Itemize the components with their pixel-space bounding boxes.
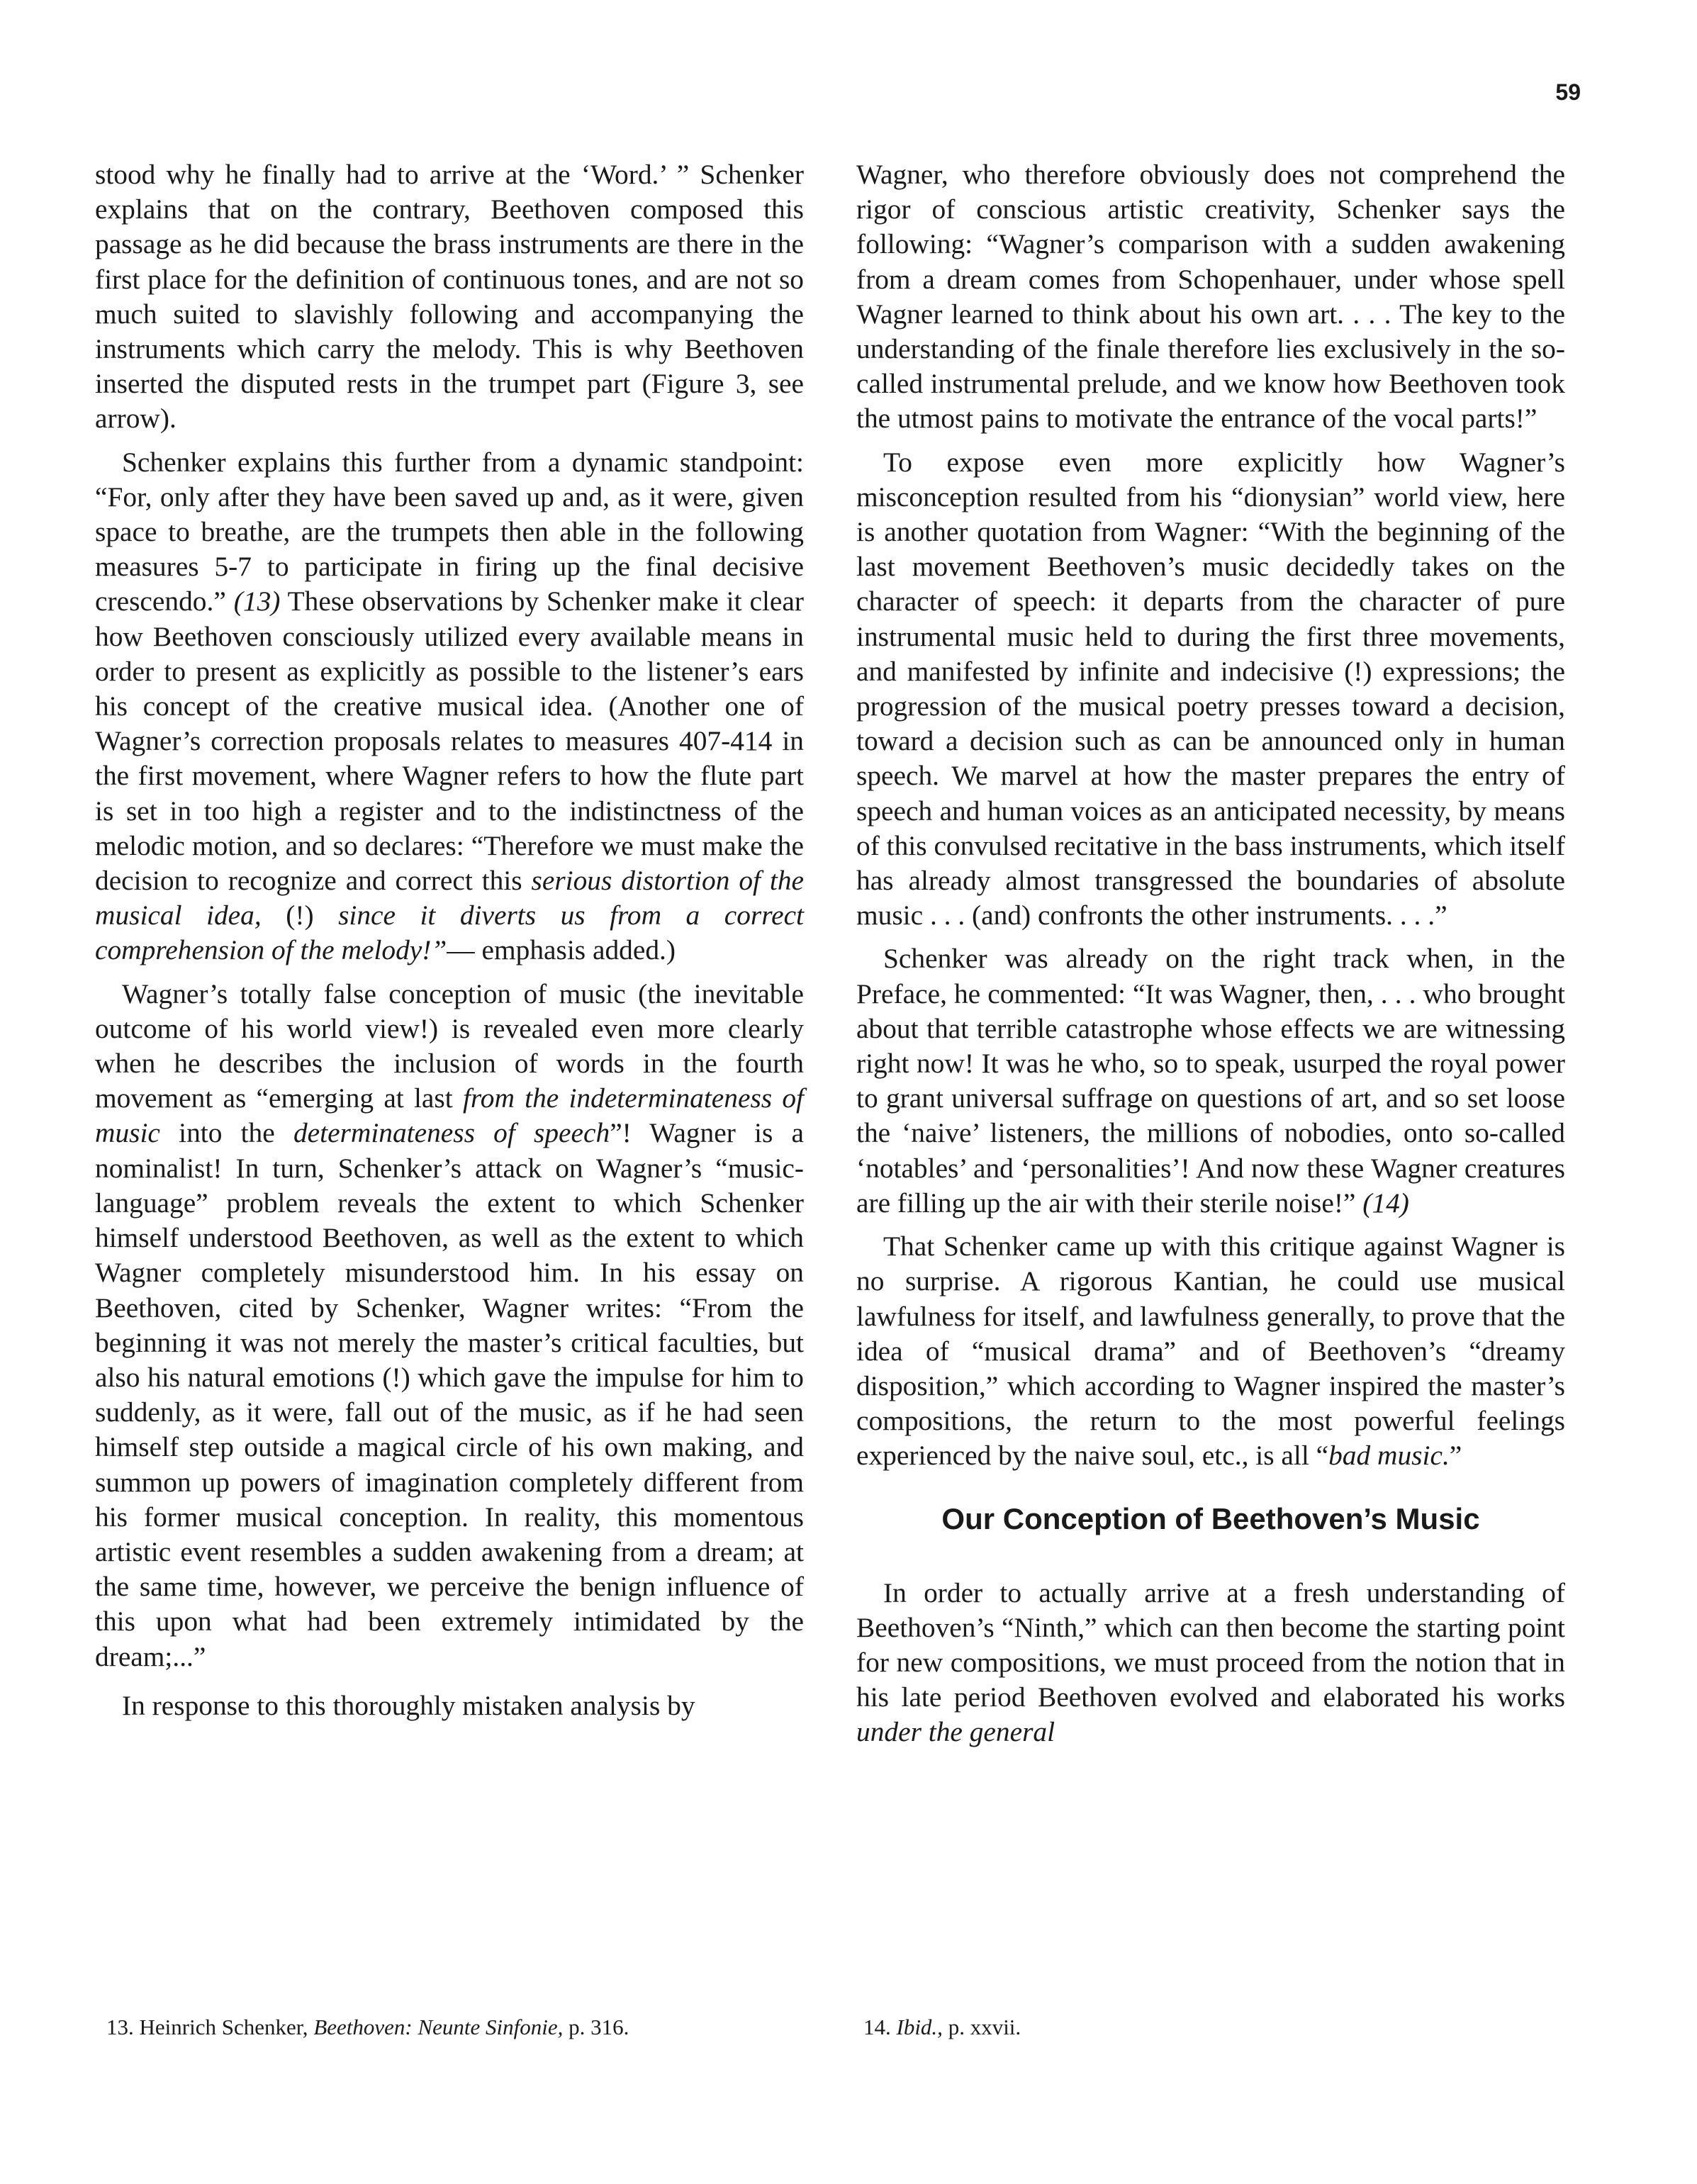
paragraph-text: ”! Wagner is a nominalist! In turn, Schenker’s attack on Wagner’s “music-language” problem reveals the extent to which Schenker himself understood Beethoven, as well as the extent to which Wagner completely misunderstood him. In his essay on Beethoven, cited by Schenker, Wagner writes: “From the beginning it was not merely the master’s critical faculties, but also his natural emotions (!) which gave the impulse for him to suddenly, as it were, fall out of the music, as if he had seen himself step outside a magical circle of his own making, and summon up powers of imagination completely different from his former musical conception. In reality, this momentous artistic event resembles a sudden awakening from a dream; at the same time, however, we perceive the benign influence of this upon what had been extremely intimidated by the dream;...”	[95, 1117, 804, 1672]
footnote-13	[106, 2013, 629, 2042]
footnote-14	[863, 2013, 1021, 2042]
citation-marker: (13)	[233, 586, 281, 617]
paragraph	[856, 941, 1565, 1221]
paragraph-text: Wagner, who therefore obviously does not comprehend the rigor of conscious artistic creativity, Schenker says the following: “Wagner’s comparison with a sudden awakening from a dream comes from Schopenhauer, under whose spell Wagner learned to think about his own art. . . . The key to the understanding of the finale therefore lies exclusively in the so-called instrumental prelude, and we know how Beethoven took the utmost pains to motivate the entrance of the vocal parts!”	[856, 159, 1565, 435]
paragraph-text: To expose even more explicitly how Wagner’s misconception resulted from his “dionysian” world view, here is another quotation from Wagner: “With the beginning of the last movement Beethoven’s music decidedly takes on the character of speech: it departs from the character of pure instrumental music held to during the first three movements, and manifested by infinite and indecisive (!) expressions; the progression of the musical poetry presses toward a decision, toward a decision such as can be announced only in human speech. We marvel at how the master prepares the entry of speech and human voices as an anticipated necessity, by means of this convulsed recitative in the bass instruments, which itself has already almost transgressed the boundaries of absolute music . . . (and) confronts the other instruments. . . .”	[856, 446, 1565, 931]
paragraph	[95, 157, 804, 437]
emphasized-text: bad music.	[1328, 1440, 1450, 1472]
paragraph	[856, 157, 1565, 437]
paragraph-text: into the	[179, 1117, 275, 1149]
right-column	[856, 157, 1565, 1759]
paragraph	[95, 1689, 804, 1723]
citation-marker: (14)	[1362, 1187, 1409, 1219]
paragraph-text: Wagner’s totally false conception of music (the inevitable outcome of his world view!) is revealed even more clearly when he describes the inclusion of words in the fourth movement as “emerging at last	[95, 978, 804, 1114]
paragraph-text: In order to actually arrive at a fresh understanding of Beethoven’s “Ninth,” which can then become the starting point for new compositions, we must proceed from the notion that in his late period Beethoven evolved and elaborated his works	[856, 1577, 1565, 1713]
paragraph-text: — emphasis added.)	[447, 934, 676, 966]
paragraph	[95, 445, 804, 968]
emphasized-text: determinateness of speech	[293, 1117, 610, 1149]
emphasized-text: under the general	[856, 1716, 1055, 1748]
emphasized-text: serious distortion of the musical idea,	[95, 865, 804, 931]
paragraph-text: ”	[1449, 1440, 1462, 1472]
left-column	[95, 157, 804, 1732]
emphasized-text: since it diverts us from a correct comprehension of the melody!”	[95, 900, 804, 966]
paragraph-text: Schenker was already on the right track when, in the Preface, he commented: “It was Wagner, then, . . . who brought about that terrible catastrophe whose effects we are witnessing right now! It was he who, so to speak, usurped the royal power to grant universal suffrage on questions of art, and so set loose the ‘naive’ listeners, the millions of nobodies, onto so-called ‘notables’ and ‘personalities’! And now these Wagner creatures are filling up the air with their sterile noise!”	[856, 943, 1565, 1219]
paragraph-text: (!)	[286, 900, 314, 931]
paragraph	[856, 445, 1565, 934]
paragraph	[95, 977, 804, 1674]
section-heading: Our Conception of Beethoven’s Music	[941, 1501, 1480, 1535]
paragraph-text: In response to this thoroughly mistaken analysis by	[122, 1689, 695, 1721]
emphasized-text: from the indeterminateness of music	[95, 1082, 804, 1149]
paragraph-text: Schenker explains this further from a dynamic standpoint: “For, only after they have been saved up and, as it were, given space to breathe, are the trumpets then able in the following measures 5-7 to participate in firing up the final decisive crescendo.”	[95, 446, 804, 617]
footnote-title: Ibid.,	[896, 2015, 943, 2039]
paragraph-text: stood why he finally had to arrive at the ‘Word.’ ” Schenker explains that on the contrary, Beethoven composed this passage as he did because the brass instruments are there in the first place for the definition of continuous tones, and are not so much suited to slavishly following and accompanying the instruments which carry the melody. This is why Beethoven inserted the disputed rests in the trumpet part (Figure 3, see arrow).	[95, 159, 804, 435]
footnote-text: p. 316.	[569, 2015, 629, 2039]
page-number: 59	[1555, 79, 1581, 105]
paragraph	[856, 1229, 1565, 1473]
footnote-text: 14.	[863, 2015, 891, 2039]
footnote-text: 13. Heinrich Schenker,	[106, 2015, 308, 2039]
footnote-title: Beethoven: Neunte Sinfonie,	[313, 2015, 564, 2039]
paragraph-text: That Schenker came up with this critique against Wagner is no surprise. A rigorous Kantian, he could use musical lawfulness for itself, and lawfulness generally, to prove that the idea of “musical drama” and of Beethoven’s “dreamy disposition,” which according to Wagner inspired the master’s compositions, the return to the most powerful feelings experienced by the naive soul, etc., is all “	[856, 1231, 1565, 1472]
paragraph	[856, 1576, 1565, 1750]
footnote-text: p. xxvii.	[948, 2015, 1021, 2039]
paragraph-text: These observations by Schenker make it clear how Beethoven consciously utilized every available means in order to present as explicitly as possible to the listener’s ears his concept of the creative musical idea. (Another one of Wagner’s correction proposals relates to measures 407-414 in the first movement, where Wagner refers to how the flute part is set in too high a register and to the indistinctness of the melodic motion, and so declares: “Therefore we must make the decision to recognize and correct this	[95, 586, 804, 897]
